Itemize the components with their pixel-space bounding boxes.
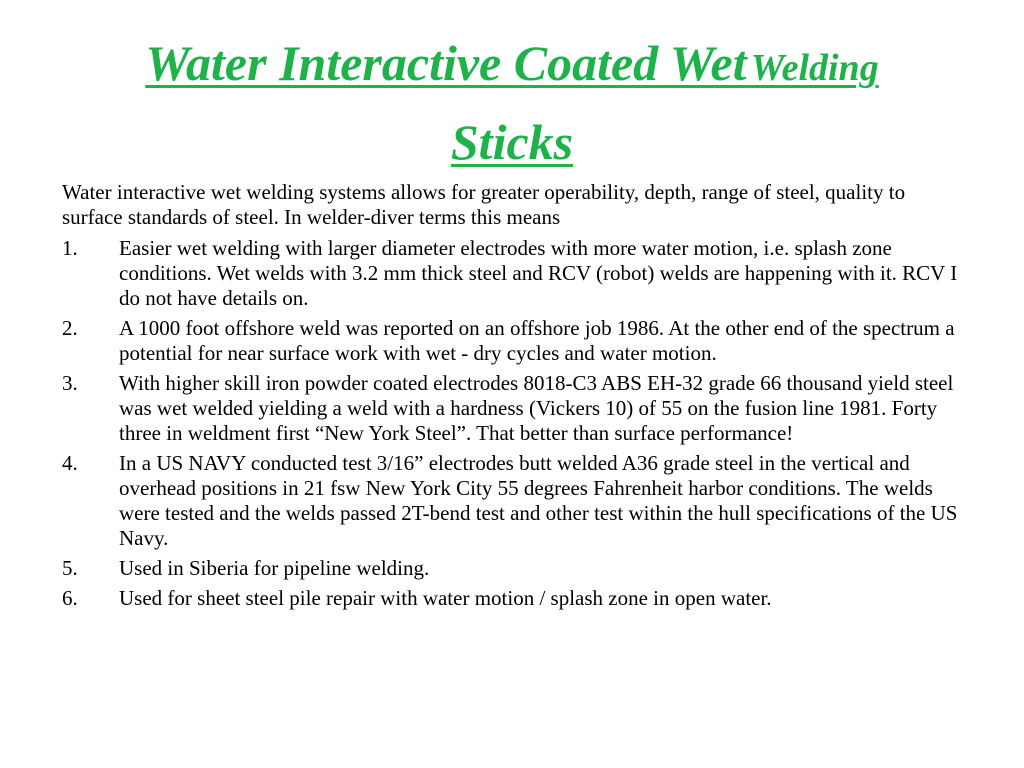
title-part-2: Welding [750, 47, 879, 89]
list-item [62, 556, 962, 581]
list-item-text: Easier wet welding with larger diameter electrodes with more water motion, i.e. splash zone conditions. Wet welds with 3.2 mm thick steel and RCV (robot) welds are happening with it. RCV I do not have details on. [119, 236, 958, 310]
list-item [62, 236, 962, 311]
list-item-number: 1. [62, 236, 78, 260]
list-item [62, 586, 962, 611]
list-item-number: 4. [62, 451, 78, 475]
list-item-number: 3. [62, 371, 78, 395]
slide-title [40, 30, 984, 188]
list-item-number: 6. [62, 586, 78, 610]
slide-body [62, 180, 962, 616]
list-item [62, 316, 962, 366]
list-item-text: With higher skill iron powder coated electrodes 8018-C3 ABS EH-32 grade 66 thousand yield steel was wet welded yielding a weld with a hardness (Vickers 10) of 55 on the fusion line 1981. Forty three in weldment first “New York Steel”. That better than surface performance! [119, 371, 954, 445]
numbered-list [62, 236, 962, 611]
list-item [62, 451, 962, 551]
title-part-1: Water Interactive Coated Wet [145, 35, 747, 91]
intro-paragraph: Water interactive wet welding systems allows for greater operability, depth, range of steel, quality to surface standards of steel. In welder-diver terms this means [62, 180, 906, 229]
list-item-text: A 1000 foot offshore weld was reported on an offshore job 1986. At the other end of the spectrum a potential for near surface work with wet - dry cycles and water motion. [119, 316, 955, 365]
title-part-3: Sticks [450, 114, 574, 170]
list-item-number: 5. [62, 556, 78, 580]
list-item [62, 371, 962, 446]
list-item-text: In a US NAVY conducted test 3/16” electrodes butt welded A36 grade steel in the vertical and overhead positions in 21 fsw New York City 55 degrees Fahrenheit harbor conditions. The welds were tested and the welds passed 2T-bend test and other test within the hull specifications of the US Navy. [119, 451, 958, 550]
list-item-number: 2. [62, 316, 78, 340]
list-item-text: Used in Siberia for pipeline welding. [119, 556, 430, 580]
list-item-text: Used for sheet steel pile repair with water motion / splash zone in open water. [119, 586, 772, 610]
